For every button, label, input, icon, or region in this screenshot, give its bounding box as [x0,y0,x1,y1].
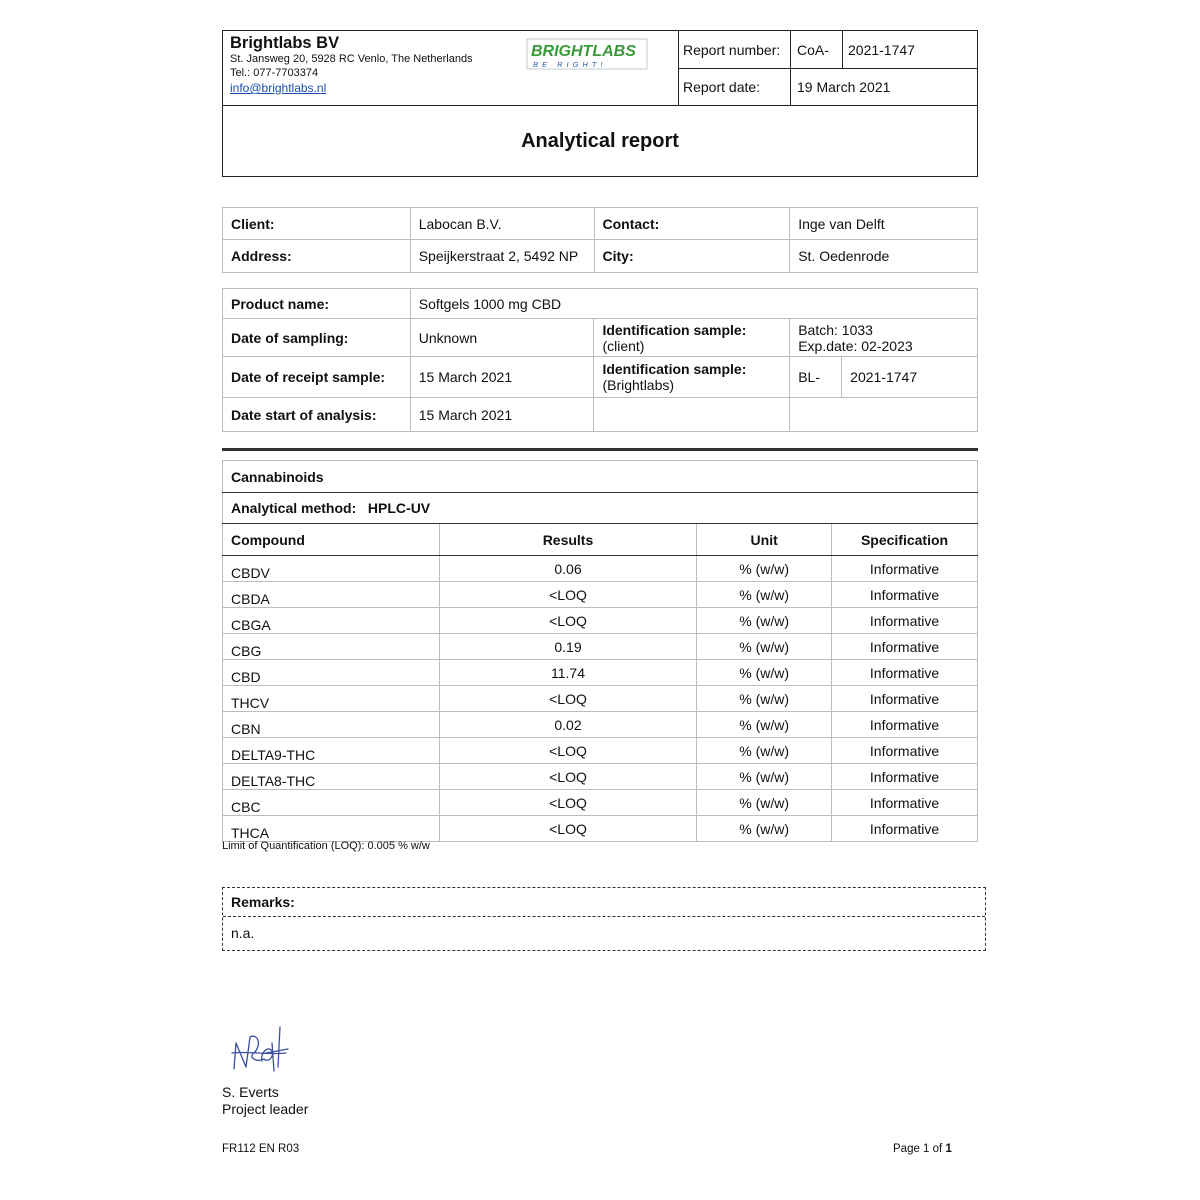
compound-specification: Informative [832,712,978,738]
city-value: St. Oedenrode [790,240,978,273]
compound-specification: Informative [832,686,978,712]
logo-wordmark: BRIGHTLABS [531,43,636,60]
compound-unit: % (w/w) [697,556,832,582]
method-value: HPLC-UV [367,500,431,516]
company-email-link[interactable]: info@brightlabs.nl [230,81,327,95]
report-number-value: 2021-1747 [848,42,915,58]
analysis-start-value: 15 March 2021 [410,398,594,432]
compound-specification: Informative [832,790,978,816]
table-row [223,738,978,764]
document-title: Analytical report [521,130,679,152]
table-row [223,556,978,582]
compound-unit: % (w/w) [697,764,832,790]
signatory-role: Project leader [222,1101,309,1117]
contact-label: Contact: [594,208,790,240]
cannabinoids-table [222,460,978,842]
report-number-prefix: CoA- [797,42,829,58]
compound-unit: % (w/w) [697,816,832,842]
cannabinoids-section-title: Cannabinoids [223,461,978,493]
table-row [223,608,978,634]
compound-specification: Informative [832,634,978,660]
compound-name: THCA [223,816,440,842]
client-sample-id-cell [790,319,978,357]
header-unit: Unit [697,524,832,556]
compound-unit: % (w/w) [697,660,832,686]
compound-specification: Informative [832,764,978,790]
product-name-value: Softgels 1000 mg CBD [410,289,977,319]
receipt-date-value: 15 March 2021 [410,357,594,398]
report-header [222,30,978,177]
table-row [223,634,978,660]
compound-name: CBC [223,790,440,816]
compound-result: <LOQ [439,816,697,842]
compound-name: CBGA [223,608,440,634]
remarks-text: n.a. [231,925,255,941]
compound-specification: Informative [832,816,978,842]
compound-result: <LOQ [439,608,697,634]
report-date-label: Report date: [683,79,761,95]
empty-cell [790,398,978,432]
compound-unit: % (w/w) [697,790,832,816]
compound-name: DELTA9-THC [223,738,440,764]
compound-unit: % (w/w) [697,738,832,764]
cannabinoids-rows [223,556,978,842]
lab-sample-id-sub: (Brightlabs) [602,377,675,393]
signature-image [228,1023,292,1079]
page-indicator-prefix: Page 1 of [893,1143,946,1155]
section-divider [222,448,978,451]
client-sample-id-sub: (client) [602,337,645,354]
sampling-date-label: Date of sampling: [223,319,411,357]
batch-number: Batch: 1033 [798,321,873,338]
receipt-date-label: Date of receipt sample: [223,357,411,398]
compound-unit: % (w/w) [697,712,832,738]
empty-cell [594,398,790,432]
compound-name: CBN [223,712,440,738]
remarks-label: Remarks: [231,894,295,910]
compound-name: CBG [223,634,440,660]
compound-specification: Informative [832,660,978,686]
table-row [223,764,978,790]
product-name-label: Product name: [223,289,411,319]
product-info-table [222,288,978,432]
header-results: Results [439,524,697,556]
company-phone: Tel.: 077-7703374 [230,67,319,79]
analytical-method [223,493,978,524]
loq-footnote: Limit of Quantification (LOQ): 0.005 % w/w [222,840,430,852]
compound-result: 0.19 [439,634,697,660]
table-row [223,660,978,686]
compound-unit: % (w/w) [697,686,832,712]
company-address: St. Jansweg 20, 5928 RC Venlo, The Netherlands [230,53,473,65]
compound-result: 0.02 [439,712,697,738]
analysis-start-label: Date start of analysis: [223,398,411,432]
page-indicator [893,1143,952,1155]
logo-tagline: BE RIGHT! [533,60,607,69]
lab-sample-id-prefix: BL- [790,357,842,398]
method-label: Analytical method: [231,500,357,516]
report-date-value: 19 March 2021 [797,79,891,95]
compound-result: 11.74 [439,660,697,686]
client-sample-id-label: Identification sample: [602,321,747,338]
compound-result: 0.06 [439,556,697,582]
table-row [223,686,978,712]
address-label: Address: [223,240,411,273]
compound-name: CBDA [223,582,440,608]
compound-name: DELTA8-THC [223,764,440,790]
compound-result: <LOQ [439,790,697,816]
compound-unit: % (w/w) [697,582,832,608]
city-label: City: [594,240,790,273]
expiration-date: Exp.date: 02-2023 [798,337,913,354]
remarks-box [222,887,986,951]
compound-name: CBD [223,660,440,686]
table-row [223,790,978,816]
compound-result: <LOQ [439,582,697,608]
compound-unit: % (w/w) [697,608,832,634]
report-number-label: Report number: [683,42,781,58]
company-name: Brightlabs BV [230,34,340,52]
lab-sample-id-label-cell [594,357,790,398]
header-compound: Compound [223,524,440,556]
client-info-table [222,207,978,273]
table-row [223,816,978,842]
compound-specification: Informative [832,608,978,634]
compound-specification: Informative [832,556,978,582]
compound-result: <LOQ [439,764,697,790]
sampling-date-value: Unknown [410,319,594,357]
form-code: FR112 EN R03 [222,1143,300,1155]
compound-name: THCV [223,686,440,712]
table-row [223,582,978,608]
remarks-divider [223,916,985,917]
contact-value: Inge van Delft [790,208,978,240]
cannabinoids-header-row [223,524,978,556]
signatory-name: S. Everts [222,1084,279,1100]
lab-sample-id-value: 2021-1747 [842,357,978,398]
compound-unit: % (w/w) [697,634,832,660]
compound-specification: Informative [832,738,978,764]
client-sample-id-label-cell [594,319,790,357]
compound-result: <LOQ [439,686,697,712]
page-total: 1 [945,1143,952,1155]
table-row [223,712,978,738]
address-value: Speijkerstraat 2, 5492 NP [410,240,594,273]
client-label: Client: [223,208,411,240]
lab-sample-id-label: Identification sample: [602,361,747,377]
compound-result: <LOQ [439,738,697,764]
compound-name: CBDV [223,556,440,582]
compound-specification: Informative [832,582,978,608]
brightlabs-logo [525,37,649,71]
client-value: Labocan B.V. [410,208,594,240]
header-specification: Specification [832,524,978,556]
